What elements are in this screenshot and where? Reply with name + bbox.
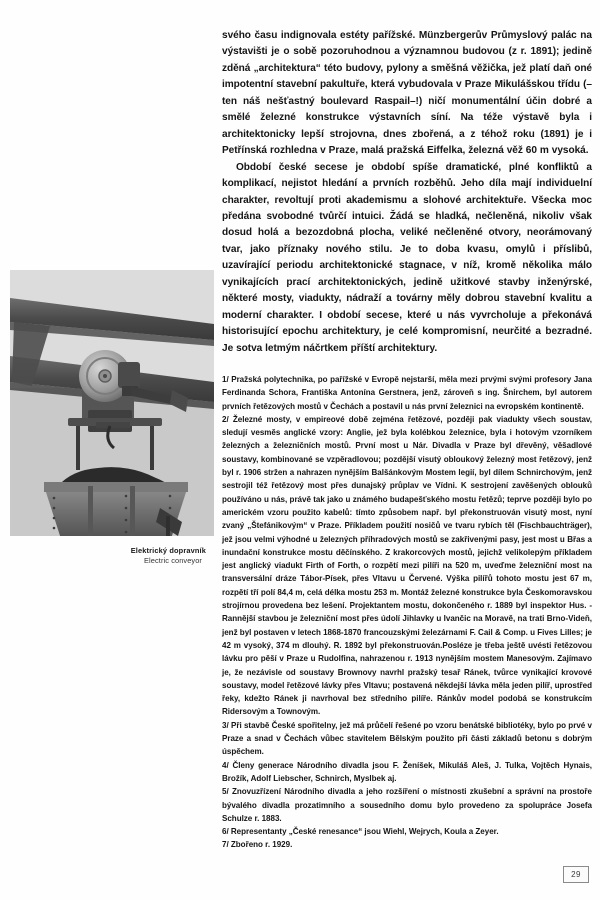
footnote-1-text: Pražská polytechnika, po pařížské v Evropě nejstarší, měla mezi prvými svými profesory Jana Ferdinanda Schora, Františka Antonína Gerstnera, jenž, zároveň s ing. Šnirchem, byl autorem prvních řetězových mostů v Čechách a postavil u nás první železnici na evropském kontinentě.: [222, 375, 592, 411]
footnote-2-number: 2/: [222, 414, 229, 424]
footnote-3-number: 3/: [222, 720, 229, 730]
body-text-column: [222, 28, 592, 357]
page-number: 29: [563, 866, 589, 883]
figure-caption-english: Electric conveyor: [144, 556, 202, 566]
electric-conveyor-photo: [10, 270, 214, 536]
footnote-6: [222, 825, 592, 838]
footnote-1: [222, 373, 592, 413]
footnote-2-text: Železné mosty, v empireové době zejména řetězové, později pak viadukty všech soustav, sledují vesměs anglické vzory: Anglie, jež byla kolébkou železnice, byla i hotovým vzorníkem železných a železničních mostů. První most u Nár. Divadla v Praze byl dřevěný, věšadlové soustavy, kombinované se vzpěradlovou; pozdější visutý obloukový železný most řetězový, jenž byl r. 1906 stržen a nahrazen nynějším Balšánkovým Mostem legií, byl dílem Schnirchovým, jenž sestrojil též řetězový most přes dunajský průplav ve Vídni. K sestrojení zavěšených oblouků používáno u nás, právě tak jako u známého budapešťského mostu řetězů; teprve později bylo po americkém vzoru použito kabelů: tímto způsobem např. byl překonstruován visutý most, nyní zvaný „Štefánikovým“ v Praze. Příkladem použití nosičů ve tvaru rybích těl (Fischbauchträger), jež jsou velmi výhodné u železných příhradových mostů se zakřivenými pasy, jest most u Břas a inundační konstrukce mostu děčínského. Z krakorcových mostů, jejichž velikolepým příkladem jest anglický viadukt Firth of Forth, o rozpětí mezi pilíři na 520 m, uveďme železniční most na transversální dráze Tábor-Písek, přes Vltavu u Červené. Výška pilířů tohoto mostu jest 67 m, rozpětí tří polí 84,4 m, celá délka mostu 253 m. Montáž železné konstrukce byla Českomoravskou strojírnou provedena bez lešení. Projektantem mostu, dokončeného r. 1889 byl inspektor Hus. - Rannější stavbou je železniční most přes údolí Jihlavky u Ivančic na Moravě, na trati Brno-Videň, jenž byl postaven v letech 1868-1870 francouzskými železárnami F. Cail & Comp. u Fives Lilles; je 42 m vysoký, 374 m dlouhý. R. 1892 byl překonstruován.Posléze je třeba ještě uvésti řetězovou lávku pro pěší v Praze u Rudolfina, nahrazenou r. 1913 nynějším mostem Manesovým. Zajímavo je, že nezávisle od soustavy Brownovy navrhl pražský tesař Ránek, tvůrce vynikající krovové soustavy, model řetězové lávky přes Vltavu; postavená někdejší lávka měla jeden pilíř, uprostřed řeky, kdežto Ránek ji navrhoval bez středního pilíře. Ránkův model podobá se konstrukcím Ridersovým a Townovým.: [222, 414, 593, 717]
footnote-5-text: Znovuzřízení Národního divadla a jeho rozšíření o místnosti zkušební a správní na prostoře bývalého divadla prozatimního a sousedního domu bylo provedeno za spolupráce Josefa Schulze r. 1883.: [222, 787, 593, 823]
footnote-7-number: 7/: [222, 840, 229, 850]
body-paragraph-2: Období české secese je období spíše dramatické, plné konfliktů a komplikací, nejistot hledání a prvních rozběhů. Jeho díla mají individuelní charakter, revoltují proti akademismu a slohové architektuře. Všecka moc předána svobodné tvůrčí intuici. Žádá se hladká, nečleněná, nikoliv však dosud holá a bezozdobná plocha, veliké nečleněné otvory, neorámovaný tvar, jako příznaky nového stilu. Je to doba kvasu, omylů i příslibů, uzavírající periodu architektonické stagnace, v níž, kromě několika málo vynikajících prací architektonických, jedině užitkové stavby inženýrské, některé mosty, viadukty, nádraží a továrny měly dobrou stavební kvalitu a moderní charakter. I období secese, které u nás vyvrcholuje a překonává historisující epochu architektury, je celé kompromisní, neurčité a bezradné. Je sotva letmým náčrtkem příští architektury.: [222, 161, 592, 354]
figure-caption: [10, 546, 206, 566]
figure-caption-czech: Elektrický dopravník: [130, 546, 206, 555]
figure-electric-conveyor: [10, 270, 214, 536]
footnote-4: [222, 759, 592, 786]
footnote-6-number: 6/: [222, 827, 229, 837]
body-paragraph-1: svého času indignovala estéty pařížské. Münzbergerův Průmyslový palác na výstavišti je o sobě pozoruhodnou a významnou budovou (z r. 1891); jedině zděná „architektura“ této budovy, pylony a směšná věžička, jež platí daň oné impotentní stavební pakultuře, která vybudovala v Praze Mikulášskou třídu (–ten náš nešťastný boulevard Raspail–!) ničí monumentální účin dobré a smělé železné konstrukce výstavních síní. Na téže výstavě byla i architektonicky lepší strojovna, dnes zbořená, a z téhož roku (1891) je i Petřínská rozhledna v Praze, malá pražská Eiffelka, železná věž 60 m vysoká.: [222, 30, 592, 157]
footnote-4-number: 4/: [222, 760, 229, 770]
footnote-2: [222, 413, 592, 719]
footnote-3-text: Při stavbě České spořitelny, jež má průčelí řešené po vzoru benátské bibliotéky, bylo po prvé v Praze a snad v Čechách vůbec stavitelem Bělským použito při části základů betonu s dobrým úspěchem.: [222, 720, 592, 757]
footnote-7: [222, 838, 592, 851]
footnote-4-text: Členy generace Národního divadla jsou F. Ženíšek, Mikuláš Aleš, J. Tulka, Vojtěch Hynais, Brožík, Adolf Liebscher, Schnirch, Myslbek aj.: [222, 760, 592, 783]
footnote-3: [222, 719, 592, 759]
footnote-1-number: 1/: [222, 375, 229, 384]
footnotes-block: [222, 373, 592, 852]
footnote-5: [222, 785, 592, 825]
footnote-6-text: Representanty „České renesance“ jsou Wiehl, Wejrych, Koula a Zeyer.: [230, 827, 499, 837]
footnote-5-number: 5/: [222, 787, 229, 797]
footnote-7-text: Zbořeno r. 1929.: [230, 840, 293, 850]
